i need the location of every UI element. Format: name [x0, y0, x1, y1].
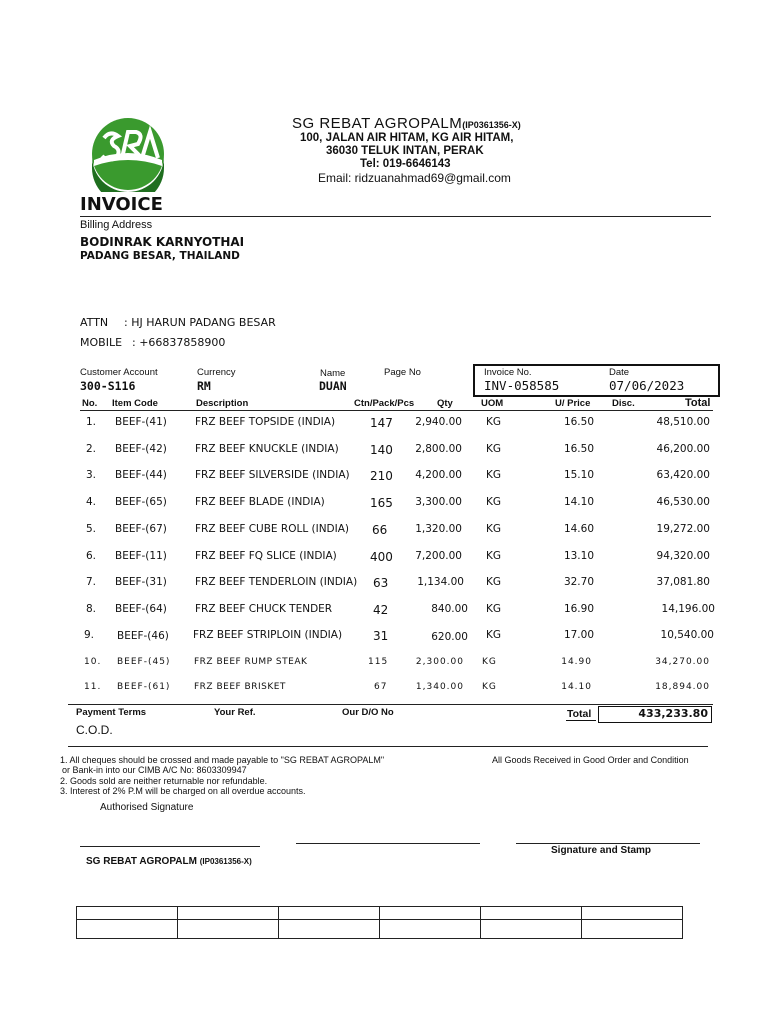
row-desc: FRZ BEEF TENDERLOIN (INDIA) [195, 576, 358, 588]
row-total: 18,894.00 [655, 682, 710, 692]
row-desc: FRZ BEEF SILVERSIDE (INDIA) [195, 469, 350, 481]
grid-cell [279, 920, 380, 939]
row-code: BEEF-(61) [117, 682, 171, 692]
authorised-signature-label: Authorised Signature [100, 802, 194, 813]
row-code: BEEF-(46) [117, 630, 169, 642]
row-desc: FRZ BEEF STRIPLOIN (INDIA) [193, 629, 343, 641]
row-uom: KG [486, 443, 502, 455]
row-desc: FRZ BEEF FQ SLICE (INDIA) [195, 550, 337, 562]
row-no: 6. [86, 550, 97, 562]
row-desc: FRZ BEEF BLADE (INDIA) [195, 496, 325, 508]
row-uom: KG [486, 469, 502, 481]
row-uom: KG [486, 496, 502, 508]
row-no: 1. [86, 416, 97, 428]
row-code: BEEF-(67) [115, 523, 167, 535]
date-label: Date [609, 367, 630, 378]
row-price: 16.50 [563, 416, 594, 428]
summary-divider [68, 704, 713, 705]
note-1b: or Bank-in into our CIMB A/C No: 8603309947 [62, 765, 247, 775]
table-header-divider [80, 410, 713, 411]
row-no: 9. [84, 629, 95, 641]
col-header-price: U/ Price [555, 398, 591, 409]
row-code: BEEF-(42) [115, 443, 167, 455]
company-email: Email: ridzuanahmad69@gmail.com [318, 171, 511, 185]
row-uom: KG [486, 523, 502, 535]
signature-company: SG REBAT AGROPALM (IP0361356-X) [86, 856, 252, 867]
grid-cell [582, 907, 683, 920]
name-value: DUAN [319, 379, 347, 393]
row-uom: KG [486, 416, 502, 428]
row-qty: 1,320.00 [415, 523, 462, 535]
signature-line-middle [296, 843, 480, 844]
grid-cell [279, 907, 380, 920]
grid-cell [380, 907, 481, 920]
row-qty: 620.00 [431, 631, 468, 643]
invoice-no: INV-058585 [484, 378, 560, 393]
signature-company-reg: (IP0361356-X) [199, 857, 252, 866]
row-price: 16.50 [563, 443, 594, 455]
row-qty: 2,300.00 [415, 657, 464, 667]
row-code: BEEF-(11) [115, 550, 167, 562]
grid-cell [178, 920, 279, 939]
billing-name: BODINRAK KARNYOTHAI [80, 235, 245, 249]
signature-line-right [516, 843, 700, 844]
grid-cell [77, 920, 178, 939]
row-price: 32.70 [563, 576, 594, 588]
row-ctn: 42 [373, 603, 389, 617]
goods-received-note: All Goods Received in Good Order and Condition [492, 755, 689, 765]
row-ctn: 210 [370, 469, 393, 483]
row-uom: KG [486, 576, 502, 588]
customer-account-label: Customer Account [80, 367, 158, 378]
row-desc: FRZ BEEF CHUCK TENDER [195, 603, 333, 615]
total-underline [566, 720, 596, 721]
row-code: BEEF-(65) [115, 496, 167, 508]
col-header-item-code: Item Code [112, 398, 158, 409]
payment-terms-value: C.O.D. [76, 723, 113, 737]
col-header-description: Description [196, 398, 249, 409]
row-qty: 7,200.00 [415, 550, 462, 562]
note-1: 1. All cheques should be crossed and made payable to "SG REBAT AGROPALM" [60, 755, 385, 765]
row-uom: KG [486, 550, 502, 562]
row-price: 14.10 [561, 682, 592, 692]
row-code: BEEF-(41) [115, 416, 167, 428]
row-qty: 3,300.00 [415, 496, 462, 508]
row-ctn: 67 [374, 682, 388, 692]
page-no-label: Page No [384, 367, 421, 378]
row-ctn: 63 [373, 576, 389, 590]
payment-terms-label: Payment Terms [76, 707, 147, 718]
row-price: 15.10 [563, 469, 594, 481]
row-price: 13.10 [563, 550, 594, 562]
row-total: 10,540.00 [660, 629, 714, 641]
row-desc: FRZ BEEF BRISKET [194, 682, 286, 692]
col-header-total: Total [685, 397, 711, 409]
row-qty: 1,134.00 [417, 576, 464, 588]
row-price: 17.00 [563, 629, 594, 641]
row-ctn: 147 [370, 416, 393, 430]
col-header-qty: Qty [437, 398, 453, 409]
row-price: 14.10 [563, 496, 594, 508]
row-total: 19,272.00 [656, 523, 710, 535]
row-qty: 2,800.00 [415, 443, 462, 455]
grid-cell [380, 920, 481, 939]
note-3: 3. Interest of 2% P.M will be charged on all overdue accounts. [60, 786, 306, 796]
row-no: 11. [84, 682, 102, 692]
row-ctn: 140 [370, 443, 393, 457]
row-total: 46,200.00 [656, 443, 710, 455]
row-price: 16.90 [563, 603, 594, 615]
row-desc: FRZ BEEF CUBE ROLL (INDIA) [195, 523, 350, 535]
billing-address-label: Billing Address [80, 219, 153, 231]
your-ref-label: Your Ref. [214, 707, 256, 718]
row-total: 94,320.00 [656, 550, 710, 562]
col-header-no: No. [82, 398, 98, 409]
row-code: BEEF-(44) [115, 469, 167, 481]
grid-cell [481, 920, 582, 939]
row-uom: KG [482, 682, 497, 692]
row-total: 46,530.00 [656, 496, 710, 508]
row-no: 7. [86, 576, 97, 588]
row-no: 5. [86, 523, 97, 535]
company-address-line1: 100, JALAN AIR HITAM, KG AIR HITAM, [300, 132, 514, 144]
divider [80, 216, 711, 217]
company-address-line2: 36030 TELUK INTAN, PERAK [326, 145, 484, 157]
grid-cell [77, 907, 178, 920]
total-value: 433,233.80 [638, 707, 708, 720]
grid-cell [481, 907, 582, 920]
row-qty: 4,200.00 [415, 469, 462, 481]
row-code: BEEF-(31) [115, 576, 167, 588]
row-desc: FRZ BEEF TOPSIDE (INDIA) [195, 416, 336, 428]
row-qty: 1,340.00 [415, 682, 464, 692]
row-ctn: 66 [372, 523, 388, 537]
row-ctn: 165 [370, 496, 393, 510]
company-logo [90, 116, 166, 192]
row-total: 34,270.00 [655, 657, 710, 667]
row-price: 14.90 [561, 657, 592, 667]
row-ctn: 400 [370, 550, 393, 564]
name-label: Name [320, 368, 346, 379]
mobile-value: : +66837858900 [132, 336, 226, 349]
row-no: 10. [84, 657, 102, 667]
document-title: INVOICE [80, 194, 163, 215]
company-reg-no: (IP0361356-X) [462, 120, 521, 130]
row-total: 14,196.00 [661, 603, 715, 615]
row-uom: KG [486, 603, 502, 615]
row-no: 2. [86, 443, 97, 455]
currency-label: Currency [197, 367, 236, 378]
row-no: 4. [86, 496, 97, 508]
grid-cell [582, 920, 683, 939]
row-total: 63,420.00 [656, 469, 710, 481]
row-qty: 2,940.00 [415, 416, 462, 428]
row-ctn: 115 [368, 657, 389, 667]
col-header-ctn: Ctn/Pack/Pcs [354, 398, 415, 409]
col-header-uom: UOM [481, 398, 504, 409]
customer-account: 300-S116 [80, 379, 136, 393]
grid-cell [178, 907, 279, 920]
invoice-date: 07/06/2023 [609, 378, 685, 393]
attn-value: : HJ HARUN PADANG BESAR [124, 316, 276, 329]
row-no: 3. [86, 469, 97, 481]
attn-label: ATTN [80, 316, 109, 329]
row-price: 14.60 [563, 523, 594, 535]
signature-stamp-label: Signature and Stamp [551, 845, 652, 856]
signature-line-left [80, 846, 260, 847]
billing-address: PADANG BESAR, THAILAND [80, 250, 240, 262]
empty-grid-table [76, 906, 683, 939]
total-label: Total [567, 708, 592, 720]
row-code: BEEF-(45) [117, 657, 171, 667]
mobile-label: MOBILE [80, 336, 123, 349]
row-uom: KG [482, 657, 497, 667]
row-total: 48,510.00 [656, 416, 710, 428]
row-ctn: 31 [373, 629, 389, 643]
notes-divider [68, 746, 708, 747]
our-do-label: Our D/O No [342, 707, 394, 718]
note-2: 2. Goods sold are neither returnable nor refundable. [60, 776, 268, 786]
company-name: SG REBAT AGROPALM(IP0361356-X) [292, 115, 521, 132]
company-tel: Tel: 019-6646143 [360, 158, 451, 170]
row-desc: FRZ BEEF RUMP STEAK [194, 657, 308, 667]
row-desc: FRZ BEEF KNUCKLE (INDIA) [195, 443, 339, 455]
row-uom: KG [486, 629, 502, 641]
row-total: 37,081.80 [656, 576, 710, 588]
row-code: BEEF-(64) [115, 603, 167, 615]
currency-value: RM [197, 379, 211, 393]
col-header-disc: Disc. [612, 398, 635, 409]
invoice-no-label: Invoice No. [484, 367, 532, 378]
row-no: 8. [86, 603, 97, 615]
row-qty: 840.00 [431, 603, 468, 615]
